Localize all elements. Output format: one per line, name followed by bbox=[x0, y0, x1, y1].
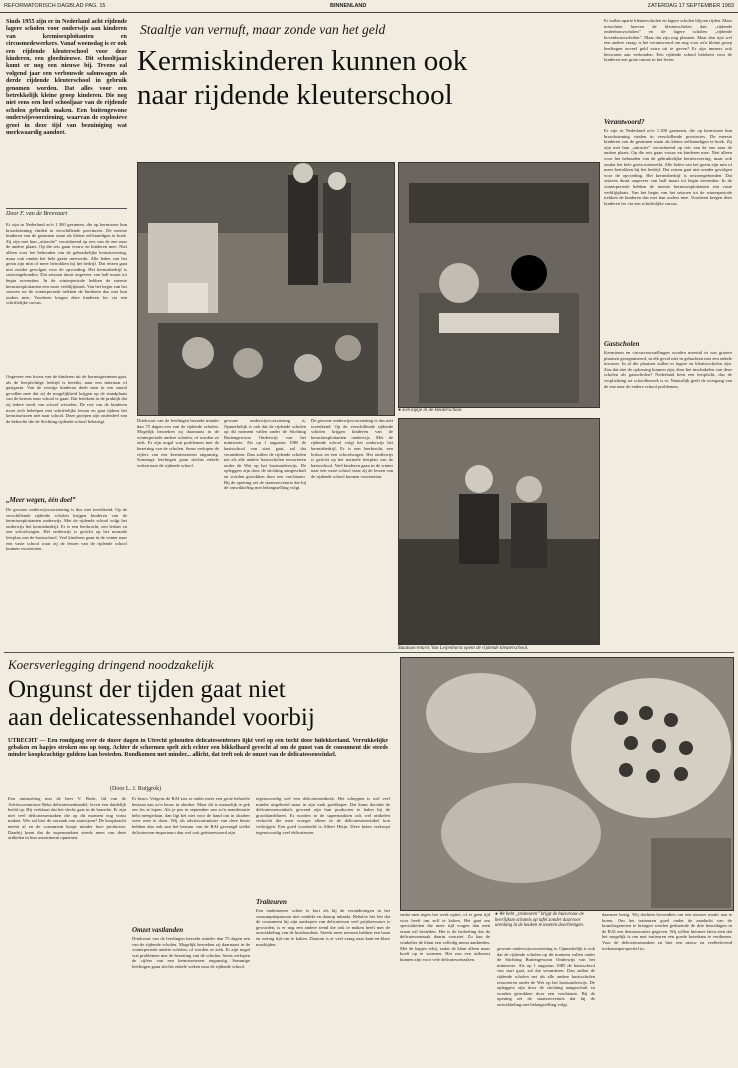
article2-col-m: daarmee bezig. Wij dachten bovendien om een nieuwe markt aan te boren. Om het traiteuren goed onder de aandacht van de branchegenoten te brengen werden gedurende de drie beursdagen in de RAI een demonstraties gegeven. Wij willen hiermee laten zien dat het mogelijk is om met traiteuren een goede boterham te verdienen. Voor de delicatessenzaken zit hier een nieuw en veelbelovend toekomstperspectief in. bbox=[602, 912, 732, 951]
right-subhead-verantwoord: Verantwoord? bbox=[604, 118, 645, 126]
article2-col-l: endat men tegen het werk optiet, of er geen tijd voor heeft om zelf te koken. Het gaat om specialiteiten die meer tijd vragen dan men eraan wil besteden. Het is de bedoeling dat de delicatessenzaak daarin voorziet. Zo kan de winkelier de klant een volledig menu aanbieden. Met de hapjes erbij, zodat de klant alleen maar hoeft op te warmen. Het zou een uitkomst kunnen zijn voor vele delicatessenzaken. bbox=[400, 912, 490, 962]
headline-line-2: naar rijdende kleuterschool bbox=[137, 79, 453, 111]
article2-subhead-omzet: Omzet vastlanden bbox=[132, 926, 184, 934]
article1-col-e2: De gewone onderwijsvoorziening is dus niet toereikend. Op de verschillende rijdende scholen krijgen kinderen van de kermisexploitanten onderwijs. Met de rijdende school volgt het onderwijs het kermisbedrijf. Er is een leerkracht, een lesbus en een schoolwagen. Het onderwijs is gericht op het normale leerplan van de basisschool. Veel kinderen gaan in de winter naar een vaste school waar zij de lessen van de rijdende school kunnen voortzetten. bbox=[311, 418, 393, 479]
delicatessen-photo bbox=[400, 657, 734, 911]
article2-lead: UTRECHT — Een rondgang over de dozer dagen in Utrecht gehouden delicatessenbeurs lijkt veel op een tocht door luilekkerland. Verrukkelijke gebaken en hapjes stroken ons op tong. Achter de schermen spelt zich echter een bikkelhard gevecht af om de gunst van de consument die steeds minder koopkrachtige guldens kan besteden. Rondkomen met minder... allicht, dat treft ook de omzet van de delicatessenwinkel. bbox=[8, 738, 388, 759]
classroom-photo-image bbox=[399, 163, 599, 407]
article1-byline: Door F. van de Breevaart bbox=[6, 208, 127, 217]
kindergarten-photo bbox=[137, 162, 395, 416]
article1-col-f2: Er zijn in Nederland zo'n 1.300 gezinnen, die op kermissen hun broodwinning vinden in verschillende provincies. De meeste kinderen van de gezinnen staan als kleine zelfstandigen te boek. Zij zijn met hun „attractie” voortdurend op reis van de ene naar de andere plaats. Op die reis gaan vrouw en kinderen mee. Niet alleen voor het behouden van de gebruikelijke kermisvoering, maar ook omdat het hele gezin meewerkt. Alle leden van het gezin zijn min of meer betrokken bij het bedrijf. Dat reizen gaat niet zonder gevolgen voor de opvoeding. Het kermisbedrijf is seizoengebonden. Dat seizoen duurt ongeveer van half maart tot begin november. In de winterperiode hebben de meeste kermisexploitanten een vaste verblijfplaats. Van het begin van het seizoen tot de winterperiode trekken de kinderen dus met hun ouders mee. Voorheen kregen deze kinderen les via een schriftelijke cursus. bbox=[604, 128, 732, 206]
article1-col-b: Ongeveer een kwart van de kinderen uit de kermisgezinnen gaat, als de leerplichtige leeftijd is bereikt, naar een internaat of gastgezin. Van de overige kinderen deelt men in een aantal gevallen mee dat zij de mogelijkheid krijgen op de standplaats van de kermis naar school te gaan. Dat betekent in de praktijk dat zij iedere week van school wisselen. De rest van de kinderen moet zich behelpen met schriftelijke lessen en gaat tijdens het kermisseizoen niet naar school. Deze groepen zijn onderdeel van de behoefte die de Stichting rijdende school behartigt. bbox=[6, 374, 127, 424]
article2-subhead-traiteuren: Traiteuren bbox=[256, 898, 287, 906]
article1-kicker: Staaltje van vernuft, maar zonde van het geld bbox=[140, 22, 386, 37]
article2-col-j: tegenwoordig wel een delicatessenboek. Het scheppen is wel veel minder uitgebreid maar in zijn vaak goedkoper. Dat komt doordat de delicatessenwinkels gewend zijn hun producten te halen bij de groothandelaren. Er worden in de supermarkten ook wel artikelen verkocht die men vroeger alleen in de delicatessenwinkel kon verkrijgen. Een goed voorbeeld is Albert Heijn. Deze keten verkoopt tegenwoordig veel delicatessen. bbox=[256, 796, 390, 835]
article2-kicker: Koersverlegging dringend noodzakelijk bbox=[8, 657, 214, 672]
masthead-date: ZATERDAG 17 SEPTEMBER 1983 bbox=[647, 3, 734, 9]
opening-photo bbox=[398, 418, 600, 645]
article2-col-k: Een ondernemer schiet te kort als hij de veranderingen in het consumptiepatroon niet ontdekt en daarop inhaakt. Behalve het feit dat de consument bij zijn aankopen van delicatessen veel prijsbewuster is geworden, is er nog een andere trend die ook te maken heeft met de ontwikkeling van de huishoudens. Steeds meer mensen hebben een baan en weinig tijd om te koken. Daarom is er veel vraag naar kant-en-klare maaltijden. bbox=[256, 908, 390, 947]
masthead-section: BINNENLAND bbox=[330, 3, 367, 9]
article1-col-g: Kermissen en circusvoorstellingen worden meestal in wat grotere plaatsen georganiseerd, in elk geval niet in gehuchten met een enkele inwoner. In al die plaatsen zullen er lagere en kleuterscholen zijn. Zou dat niet de oplossing kunnen zijn, door het inschakelen van deze scholen als gastscholen? Nederland kent een leerplicht, dus de verplichting tot schoolbezoek is er. Natuurlijk geeft de overgang van de ene naar de andere school problemen. bbox=[604, 350, 732, 389]
kindergarten-photo-image bbox=[138, 163, 394, 415]
headline-line-1: Kermiskinderen kunnen ook bbox=[137, 45, 468, 77]
delicatessen-photo-image bbox=[401, 658, 733, 910]
article1-col-d: Driekwart van de leerlingen bezoekt minder dan 75 dagen een van de rijdende scholen. Mogelijk bezoeken zij daarnaast in de winterperiode andere scholen, of worden ze ziek. Er zijn nogal wat problemen met de bezetting van de scholen. Soms verlopen de cijfers van een kermisseizoen ongunstig. Sommige leerlingen gaan slechts enkele weken naar de rijdende school. bbox=[137, 418, 219, 468]
masthead-paper: REFORMATORISCH DAGBLAD PAG. 15 bbox=[4, 3, 106, 9]
article-separator bbox=[4, 652, 734, 653]
opening-photo-image bbox=[399, 419, 599, 644]
caption-kindergarten: ● Een kijkje in de kleuterschool. bbox=[398, 408, 463, 413]
article2-col-i2: Driekwart van de leerlingen bezoekt minder dan 75 dagen een van de rijdende scholen. Mogelijk bezoeken zij daarnaast in de winterperiode andere scholen, of worden ze ziek. Er zijn nogal wat problemen met de bezetting van de scholen. Soms verlopen de cijfers van een kermisseizoen ongunstig. Sommige leerlingen gaan slechts enkele weken naar de rijdende school. bbox=[132, 936, 250, 969]
right-subhead-gastscholen: Gastscholen bbox=[604, 340, 640, 348]
article2-headline-line-2: aan delicatessenhandel voorbij bbox=[8, 704, 315, 731]
article2-byline: (Door L. J. Ruijgrok) bbox=[110, 786, 162, 792]
article2-col-l2: gewone onderwijsvoorziening is. Opmerkelijk is ook dat de rijdende scholen op dit moment vallen onder de Stichting Buitengewoon Onderwijs van het ministerie. Als op 1 augustus 1985 de basisschool van start gaat, zal dat veranderen. Dan zullen de rijdende scholen net als alle andere basisscholen ressorteren onder de Wet op het basisonderwijs. De opleggers zijn door de stichting aangeschaft en worden getrokken door een vrachtauto. Bij de opening zei de staatssecretaris dat hij de ontwikkeling met belangstelling volgt. bbox=[497, 946, 595, 1007]
masthead bbox=[0, 0, 738, 13]
article1-col-f: Er zullen aparte kleuterscholen en lagere scholen blijven rijden. Maar misschien hoeven de kleuterscholen dan „rijdende onderbouwscholen” en de lagere scholen „rijdende bovenbouwscholen”. Maar dat zijn nog plannen. Maar dan rijst wel een andere vraag: is het verantwoord om nog voor zo'n kleine groep leerlingen zoveel geld extra uit te geven? Er zijn immers ook bezwaren aan verbonden. Een rijdende school betekent voor de kinderen een grote onrust in het leven. bbox=[604, 18, 732, 63]
article2-headline-line-1: Ongunst der tijden gaat niet bbox=[8, 676, 286, 703]
classroom-photo bbox=[398, 162, 600, 408]
article2-col-h: Een ontmoeting met de heer V. Bode, lid van de Adviescommissie Reka delicatessenhandel, levert een duidelijk beeld op. Hij verklaart dat het slecht gaat in de branche. Er zijn niet veel delicatessenzaken die op dit moment nog winst maken. Wie zal hier de oorzaak van aanwijzen? De koopkracht neemt af en de consument koopt minder luxe producten. Daarbij komt dat de supermarkten steeds meer van deze artikelen in hun assortiment opnemen. bbox=[8, 796, 126, 841]
article1-col-e: gewone onderwijsvoorziening is. Opmerkelijk is ook dat de rijdende scholen op dit moment vallen onder de Stichting Buitengewoon Onderwijs van het ministerie. Als op 1 augustus 1985 de basisschool van start gaat, zal dat veranderen. Dan zullen de rijdende scholen net als alle andere basisscholen ressorteren onder de Wet op het basisonderwijs. De opleggers zijn door de stichting aangeschaft en worden getrokken door een vrachtauto. Bij de opening zei de staatssecretaris dat hij de ontwikkeling met belangstelling volgt. bbox=[224, 418, 306, 491]
article1-lead: Sinds 1955 zijn er in Nederland acht rijdende lagere scholen voor onderwijs aan kinderen van kermisexploitanten en circusmedewerkers. Vanaf woensdag is er ook een rijdende kleuterschool voor deze kinderen, een gloednieuwe. Dit schooltjaar komt er nog een nieuwe bij. Tevens zal volgend jaar een verbouwde salonwagen als derde rijdende kleuterschool in gebruik genomen worden. Dat alles voor een betrekkelijk kleine groep kinderen. Die nog niet eens een heel schooljaar van de rijdende scholen gebruik maken. Een buitengewone onderwijsvoorziening, waarvan de explosieve groei in deze tijd van bezuiniging wat merkwaardig aandoet. bbox=[6, 18, 127, 137]
article2-col-i: Er beurs. Volgens de RAI zou er onder meer een grote behoefte bestaan aan zo'n beurs in oktober. Maar dit is natuurlijk te gek om los te lopen. Als je pas in september aan zo'n manifestatie hebt meegedaan, dan ligt het niet voor de hand om in oktober weer mee te doen. Wij als adviescommissie van deze beurs hebben dan ook aan het bestuur van de RAI gevraagd welke delicatessen-importeurs dan wel ooit geïnteresseerd zijn. bbox=[132, 796, 250, 835]
caption-opening: Staatssecretaris Van Leijenhorst opent de rijdende kleuterschool. bbox=[398, 646, 529, 651]
article1-subhead: „Meer wegen, één doel” bbox=[6, 496, 76, 504]
article1-col-c: De gewone onderwijsvoorziening is dus niet toereikend. Op de verschillende rijdende scholen krijgen kinderen van de kermisexploitanten onderwijs. Met de rijdende school volgt het onderwijs het kermisbedrijf. Er is een leerkracht, een lesbus en een schoolwagen. Het onderwijs is gericht op het normale leerplan van de basisschool. Veel kinderen gaan in de winter naar een vaste school waar zij de lessen van de rijdende school kunnen voortzetten. bbox=[6, 507, 127, 552]
article1-headline bbox=[137, 44, 467, 112]
article2-headline bbox=[8, 676, 315, 732]
caption-delicatessen: ● We hebt „traiteuren” krijgt de huisvrouw de heerlijkste schotels op tafel zonder daarvoor urenlang in de keuken te moeten doorbrengen. bbox=[495, 912, 585, 929]
article1-col-a: Er zijn in Nederland zo'n 1.300 gezinnen, die op kermissen hun broodwinning vinden in verschillende provincies. De meeste kinderen van de gezinnen staan als kleine zelfstandigen te boek. Zij zijn met hun „attractie” voortdurend op reis van de ene naar de andere plaats. Op die reis gaan vrouw en kinderen mee. Niet alleen voor het behouden van de gebruikelijke kermisvoering, maar ook omdat het hele gezin meewerkt. Alle leden van het gezin zijn min of meer betrokken bij het bedrijf. Dat reizen gaat niet zonder gevolgen voor de opvoeding. Het kermisbedrijf is seizoengebonden. Dat seizoen duurt ongeveer van half maart tot begin november. In de winterperiode hebben de meeste kermisexploitanten een vaste verblijfplaats. Van het begin van het seizoen tot de winterperiode trekken de kinderen dus met hun ouders mee. Voorheen kregen deze kinderen les via een schriftelijke cursus. bbox=[6, 222, 127, 306]
